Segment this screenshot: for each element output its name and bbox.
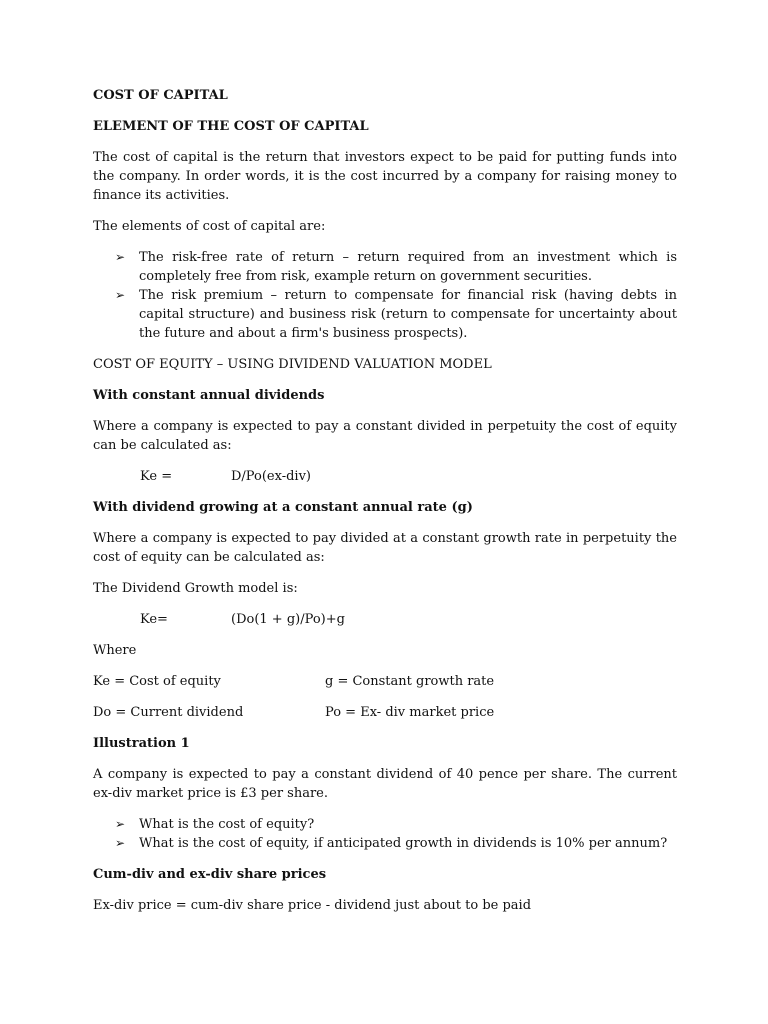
definition-do: Do = Current dividend [93, 705, 244, 720]
subheading-growing-dividends: With dividend growing at a constant annual rate (g) [93, 500, 473, 515]
formula-lhs: Ke = [140, 469, 173, 484]
intro-paragraph: The cost of capital is the return that investors expect to be paid for putting funds into the company. In order words, it is the cost incurred by a company for raising money to finance its activities. [93, 150, 677, 203]
exdiv-price-text: Ex-div price = cum-div share price - dividend just about to be paid [93, 898, 532, 913]
definition-g: g = Constant growth rate [325, 674, 495, 689]
arrow-bullet-icon: ➢ [115, 250, 126, 264]
arrow-bullet-icon: ➢ [115, 817, 126, 831]
formula-rhs: D/Po(ex-div) [231, 469, 312, 484]
subheading-constant-dividends: With constant annual dividends [93, 388, 325, 403]
elements-list [93, 248, 677, 343]
definition-row [93, 672, 677, 691]
formula-rhs: (Do(1 + g)/Po)+g [231, 612, 345, 627]
formula-lhs: Ke= [140, 612, 168, 627]
list-item-text: The risk-free rate of return – return required from an investment which is completely free from risk, example return on government securities. [139, 250, 677, 284]
questions-list [93, 815, 677, 853]
formula-growth [93, 610, 677, 629]
list-item-text: What is the cost of equity? [139, 817, 315, 832]
elements-lead: The elements of cost of capital are: [93, 219, 326, 234]
list-item [93, 286, 677, 343]
list-item [93, 815, 677, 834]
arrow-bullet-icon: ➢ [115, 288, 126, 302]
illustration-text: A company is expected to pay a constant dividend of 40 pence per share. The current ex-div market price is £3 per share. [93, 767, 677, 801]
growing-dividends-text: Where a company is expected to pay divided at a constant growth rate in perpetuity the cost of equity can be calculated as: [93, 531, 677, 565]
list-item-text: The risk premium – return to compensate for financial risk (having debts in capital structure) and business risk (return to compensate for uncertainty about the future and about a firm's business prospects). [139, 288, 677, 341]
arrow-bullet-icon: ➢ [115, 836, 126, 850]
illustration-title: Illustration 1 [93, 736, 190, 751]
document-page [93, 86, 677, 927]
section-heading-cost-of-equity: COST OF EQUITY – USING DIVIDEND VALUATION MODEL [93, 357, 492, 372]
list-item-text: What is the cost of equity, if anticipated growth in dividends is 10% per annum? [139, 836, 668, 851]
document-title: COST OF CAPITAL [93, 88, 228, 103]
where-label: Where [93, 643, 137, 658]
constant-dividends-text: Where a company is expected to pay a constant divided in perpetuity the cost of equity can be calculated as: [93, 419, 677, 453]
growth-model-lead: The Dividend Growth model is: [93, 581, 298, 596]
list-item [93, 834, 677, 853]
list-item [93, 248, 677, 286]
formula-constant [93, 467, 677, 486]
definition-row [93, 703, 677, 722]
section-heading-elements: ELEMENT OF THE COST OF CAPITAL [93, 119, 369, 134]
definition-po: Po = Ex- div market price [325, 705, 495, 720]
subheading-cum-ex-div: Cum-div and ex-div share prices [93, 867, 327, 882]
definition-ke: Ke = Cost of equity [93, 674, 221, 689]
